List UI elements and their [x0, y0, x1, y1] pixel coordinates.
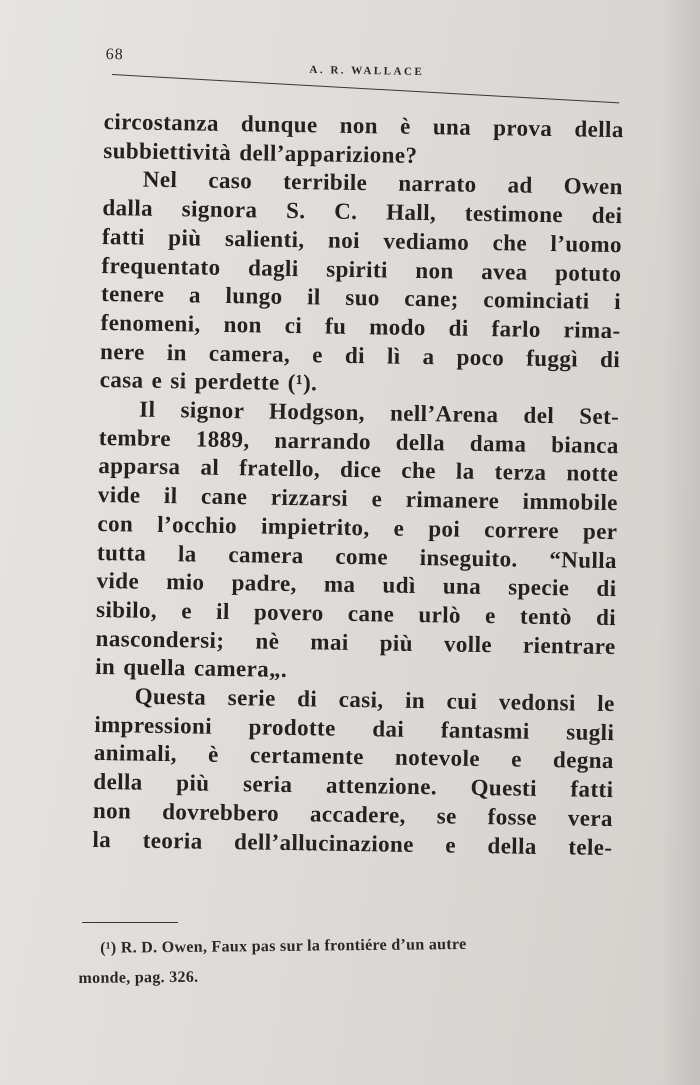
body-text: [92, 108, 624, 862]
text-line: Questa serie di casi, in cui vedonsi le: [134, 683, 615, 717]
footnote-rule: [82, 922, 178, 923]
text-line: della più seria attenzione. Questi fatti: [93, 769, 614, 803]
text-line: impressioni prodotte dai fantasmi sugli: [94, 711, 615, 745]
text-line: animali, è certamente notevole e degna: [93, 740, 615, 774]
text-line: in quella camera„.: [95, 654, 288, 683]
footnote-line: monde, pag. 326.: [78, 968, 199, 987]
text-line: fatti più salienti, noi vediamo che l’uomo: [101, 223, 623, 257]
text-line: fenomeni, non ci fu modo di farlo rima-: [100, 309, 621, 344]
text-line: vide il cane rizzarsi e rimanere immobile: [97, 482, 619, 516]
footnote-line: (¹) R. D. Owen, Faux pas sur la frontiére d’un autre: [100, 935, 467, 957]
text-line: con l’occhio impietrito, e poi correre per: [97, 510, 618, 544]
text-line: tembre 1889, narrando della dama bianca: [98, 424, 619, 458]
page-edge-shadow: [660, 0, 700, 1085]
text-line: apparsa al fratello, dice che la terza notte: [98, 453, 619, 487]
text-line: non dovrebbero accadere, se fosse vera: [92, 797, 614, 831]
page-number: 68: [105, 45, 124, 64]
text-line: la teoria dell’allucinazione e della tele-: [92, 826, 613, 860]
footnote: [78, 928, 619, 994]
text-line: circostanza dunque non è una prova della: [103, 108, 624, 143]
text-line: Il signor Hodgson, nell’Arena del Set-: [139, 396, 620, 430]
text-line: tutta la camera come inseguito. “Nulla: [96, 539, 618, 573]
text-line: sibilo, e il povero cane urlò e tentò di: [95, 596, 617, 631]
paragraph-4: [92, 682, 615, 862]
paragraph-1: [103, 108, 624, 174]
text-line: vide mio padre, ma udì una specie di: [96, 568, 617, 602]
text-line: nascondersi; nè mai più volle rientrare: [95, 625, 616, 659]
text-line: nere in camera, e di lì a poco fuggì di: [99, 338, 621, 372]
text-line: subbiettività dell’apparizione?: [103, 137, 418, 168]
text-line: Nel caso terribile narrato ad Owen: [142, 167, 624, 200]
text-line: frequentato dagli spiriti non avea potuto: [101, 252, 622, 286]
paragraph-3: [95, 395, 619, 690]
text-line: dalla signora S. C. Hall, testimone dei: [102, 195, 623, 229]
running-head: [105, 40, 621, 80]
text-line: tenere a lungo il suo cane; cominciati i: [100, 281, 622, 315]
paragraph-2: [99, 165, 623, 403]
running-head-author: A. R. WALLACE: [309, 63, 425, 79]
text-line: casa e si perdette (¹).: [99, 367, 318, 396]
